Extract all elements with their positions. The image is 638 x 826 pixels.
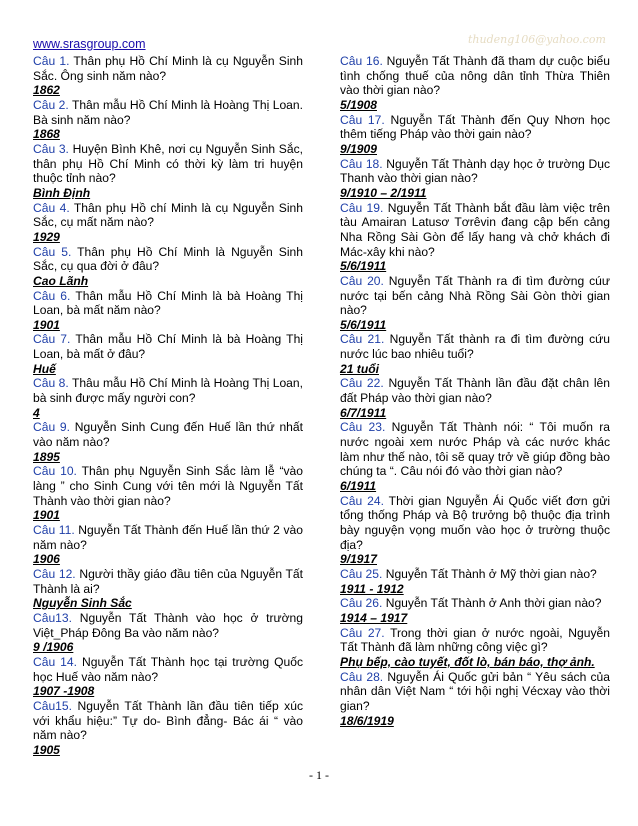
- question-block: [340, 626, 610, 670]
- answer-text: 1901: [33, 317, 60, 332]
- question-block: [340, 376, 610, 420]
- question-text: [33, 201, 303, 230]
- question-text: [33, 567, 303, 596]
- question-block: [33, 523, 303, 567]
- answer-text: 1862: [33, 83, 60, 98]
- answer-text: 1906: [33, 552, 60, 567]
- question-text: [340, 376, 610, 405]
- question-number: Câu 23.: [340, 420, 386, 435]
- question-text: [33, 464, 303, 508]
- question-text: [340, 274, 610, 318]
- answer-text: 1901: [33, 508, 60, 523]
- answer-text: 1895: [33, 449, 60, 464]
- question-number: Câu 1.: [33, 54, 70, 68]
- question-number: Câu 6.: [33, 288, 71, 303]
- question-number: Câu 26.: [340, 596, 383, 611]
- question-number: Câu 27.: [340, 625, 385, 640]
- answer-text: 18/6/1919: [340, 713, 394, 728]
- question-block: [33, 699, 303, 758]
- question-block: [33, 332, 303, 376]
- question-number: Câu 4.: [33, 200, 70, 215]
- question-text: [33, 142, 303, 186]
- answer-text: 1907 -1908: [33, 684, 95, 699]
- question-block: [33, 142, 303, 201]
- question-number: Câu 10.: [33, 464, 77, 479]
- question-block: [340, 567, 610, 596]
- question-text: [340, 494, 610, 553]
- question-body: Trong thời gian ở nước ngoài, Nguyễn Tất Thành đã làm những công việc gì?: [340, 625, 610, 655]
- answer-text: 9 /1906: [33, 640, 74, 655]
- question-body: Nguyễn Tất Thành bắt đầu làm việc trên tàu Amairan Latusơ Tơrêvin đang cập bến cảng Nha Rồng Sài Gòn để lấy hang và chở khách đi Mác-xây khi nào?: [340, 200, 611, 259]
- answer-text: 1929: [33, 229, 60, 244]
- question-body: Nguyễn Tất Thành lần đầu tiên tiếp xúc với khẩu hiệu:” Tự do- Bình đẳng- Bác ái “ vào năm nào?: [33, 698, 303, 743]
- question-text: [340, 567, 610, 582]
- question-number: Câu 21.: [340, 332, 385, 347]
- question-text: [33, 54, 303, 83]
- answer-text: 9/1909: [340, 141, 377, 156]
- question-text: [33, 245, 303, 274]
- question-number: Câu 8.: [33, 376, 69, 391]
- answer-text: 6/1911: [340, 479, 377, 494]
- question-text: [340, 157, 610, 186]
- question-text: [340, 670, 610, 714]
- question-text: [33, 332, 303, 361]
- question-number: Câu 17.: [340, 112, 385, 127]
- answer-text: 5/6/1911: [340, 259, 387, 274]
- question-body: Huyện Bình Khê, nơi cụ Nguyễn Sinh Sắc, thân phụ Hồ Chí Minh có thời kỳ làm tri huyện thuộc tỉnh nào?: [33, 141, 303, 186]
- question-block: [340, 157, 610, 201]
- header-site-link[interactable]: www.srasgroup.com: [33, 37, 146, 51]
- question-body: Thân mẫu Hồ Chí Minh là bà Hoàng Thị Loan, bà mất ở đâu?: [33, 332, 303, 362]
- question-body: Nguyễn Tất Thành nói: “ Tôi muốn ra nước ngoài xem nước Pháp và các nước khác làm như thế nào, tôi sẽ quay trở về giúp đồng bào chúng ta “. Câu nói đó vào thời gian nào?: [340, 420, 610, 479]
- question-body: Nguyễn Sinh Cung đến Huế lần thứ nhất vào năm nào?: [33, 420, 303, 450]
- answer-text: 5/1908: [340, 97, 377, 112]
- question-number: Câu 7.: [33, 332, 71, 347]
- question-text: [340, 332, 610, 361]
- question-text: [340, 596, 610, 611]
- question-text: [340, 626, 610, 655]
- question-body: Nguyễn Tất Thành ở Anh thời gian nào?: [382, 596, 602, 611]
- question-body: Thân phụ Hồ Chí Minh là Nguyễn Sinh Sắc, cụ qua đời ở đâu?: [33, 244, 304, 274]
- question-body: Thân phụ Nguyễn Sinh Sắc làm lễ “vào làng ” cho Sinh Cung với tên mới là Nguyễn Tất Thành vào thời gian nào?: [33, 464, 303, 508]
- question-text: [33, 376, 303, 405]
- question-body: Nguyễn Tất Thành đến Quy Nhơn học thêm tiếng Pháp vào thời gain nào?: [340, 112, 610, 142]
- question-body: Thân mẫu Hồ Chí Minh là Hoàng Thị Loan. Bà sinh năm nào?: [33, 97, 303, 127]
- answer-text: 4: [33, 405, 40, 420]
- question-number: Câu 3.: [33, 141, 69, 156]
- left-column: [33, 54, 303, 758]
- question-body: Nguyễn Tất Thành ra đi tìm đường cúư nước tại bến cảng Nhà Rồng Sài Gòn thời gian nào?: [340, 273, 610, 318]
- page-number: - 1 -: [309, 768, 329, 782]
- question-text: [340, 420, 610, 479]
- question-body: Người thầy giáo đầu tiên của Nguyễn Tất Thành là ai?: [33, 566, 303, 596]
- question-text: [340, 54, 610, 98]
- answer-text: Huế: [33, 361, 56, 376]
- question-block: [33, 420, 303, 464]
- question-number: Câu13.: [33, 610, 72, 625]
- question-block: [340, 201, 610, 274]
- answer-text: 1911 - 1912: [340, 581, 404, 596]
- answer-text: Phụ bếp, cào tuyết, đốt lò, bán báo, thợ ảnh.: [340, 654, 595, 669]
- question-text: [33, 523, 303, 552]
- question-text: [33, 420, 303, 449]
- question-number: Câu 18.: [340, 156, 383, 171]
- right-column: [340, 54, 610, 728]
- question-number: Câu 5.: [33, 244, 72, 259]
- question-block: [33, 376, 303, 420]
- question-body: Nguyễn Tất Thành vào học ở trường Việt_Pháp Đông Ba vào năm nào?: [33, 610, 303, 640]
- question-body: Thân mẫu Hồ Chí Minh là bà Hoàng Thị Loan, bà mất năm nào?: [33, 288, 303, 318]
- question-block: [33, 289, 303, 333]
- question-block: [33, 464, 303, 523]
- question-block: [33, 655, 303, 699]
- answer-text: Nguyễn Sinh Sắc: [33, 596, 132, 611]
- question-body: Nguyễn Tất Thành đã tham dự cuộc biểu tình chống thuế của nông dân tỉnh Thừa Thiên vào thời gian nào?: [340, 54, 610, 98]
- question-block: [340, 494, 610, 567]
- question-body: Thâu mẫu Hồ Chí Minh là Hoàng Thị Loan, bà sinh được mấy người con?: [33, 376, 303, 406]
- question-block: [340, 274, 610, 333]
- question-block: [33, 567, 303, 611]
- question-block: [33, 611, 303, 655]
- answer-text: 1905: [33, 742, 60, 757]
- question-text: [33, 655, 303, 684]
- question-number: Câu 25.: [340, 566, 383, 581]
- question-text: [33, 289, 303, 318]
- question-block: [340, 596, 610, 625]
- question-body: Thân phụ Hồ chí Minh là cụ Nguyễn Sinh Sắc, cụ mất năm nào?: [33, 200, 303, 230]
- question-number: Câu 14.: [33, 654, 77, 669]
- question-body: Thời gian Nguyễn Ái Quốc viết đơn gửi tổng thống Pháp và Bộ trưởng bộ thuộc địa trình bày nguyện vọng muốn vào học ở trường thuộc địa?: [340, 493, 611, 552]
- question-text: [33, 611, 303, 640]
- question-number: Câu 22.: [340, 376, 384, 391]
- question-body: Thân phụ Hồ Chí Minh là cụ Nguyễn Sinh Sắc. Ông sinh năm nào?: [33, 54, 303, 83]
- answer-text: 5/6/1911: [340, 317, 387, 332]
- question-number: Câu15.: [33, 698, 72, 713]
- question-block: [33, 245, 303, 289]
- question-block: [340, 332, 610, 376]
- question-body: Nguyễn Tất thành ra đi tìm đường cứu nước lúc bao nhiêu tuổi?: [340, 332, 610, 362]
- question-block: [33, 54, 303, 98]
- answer-text: Bình Định: [33, 185, 91, 200]
- question-block: [33, 98, 303, 142]
- question-text: [33, 699, 303, 743]
- question-number: Câu 24.: [340, 493, 384, 508]
- answer-text: 9/1917: [340, 552, 377, 567]
- answer-text: 9/1910 – 2/1911: [340, 185, 427, 200]
- answer-text: Cao Lãnh: [33, 273, 89, 288]
- question-body: Nguyễn Tất Thành học tại trường Quốc học Huế vào năm nào?: [33, 654, 304, 684]
- question-number: Câu 28.: [340, 669, 384, 684]
- question-body: Nguyễn Tất Thành đến Huế lần thứ 2 vào năm nào?: [33, 523, 303, 552]
- question-block: [340, 54, 610, 113]
- answer-text: 1868: [33, 127, 60, 142]
- question-number: Câu 9.: [33, 420, 71, 435]
- answer-text: 6/7/1911: [340, 405, 387, 420]
- question-block: [340, 420, 610, 493]
- question-text: [340, 113, 610, 142]
- question-block: [340, 113, 610, 157]
- question-body: Nguyễn Tất Thành dạy học ở trường Dục Thanh vào thời gian nào?: [340, 156, 611, 186]
- question-number: Câu 19.: [340, 200, 384, 215]
- question-body: Nguyễn Tất Thành lần đầu đặt chân lên đất Pháp vào thời gian nào?: [340, 376, 610, 406]
- question-number: Câu 20.: [340, 273, 384, 288]
- question-block: [340, 670, 610, 729]
- question-text: [340, 201, 610, 260]
- question-body: Nguyễn Tất Thành ở Mỹ thời gian nào?: [382, 566, 597, 581]
- question-number: Câu 16.: [340, 54, 383, 68]
- answer-text: 21 tuổi: [340, 361, 379, 376]
- question-number: Câu 2.: [33, 97, 69, 112]
- question-body: Nguyễn Ái Quốc gửi bản “ Yêu sách của nhân dân Việt Nam “ tới hội nghị Vécxay vào thời gian?: [340, 669, 610, 713]
- question-number: Câu 12.: [33, 566, 76, 581]
- answer-text: 1914 – 1917: [340, 610, 408, 625]
- question-number: Câu 11.: [33, 523, 75, 537]
- header-email: thudeng106@yahoo.com: [468, 33, 606, 46]
- question-block: [33, 201, 303, 245]
- question-text: [33, 98, 303, 127]
